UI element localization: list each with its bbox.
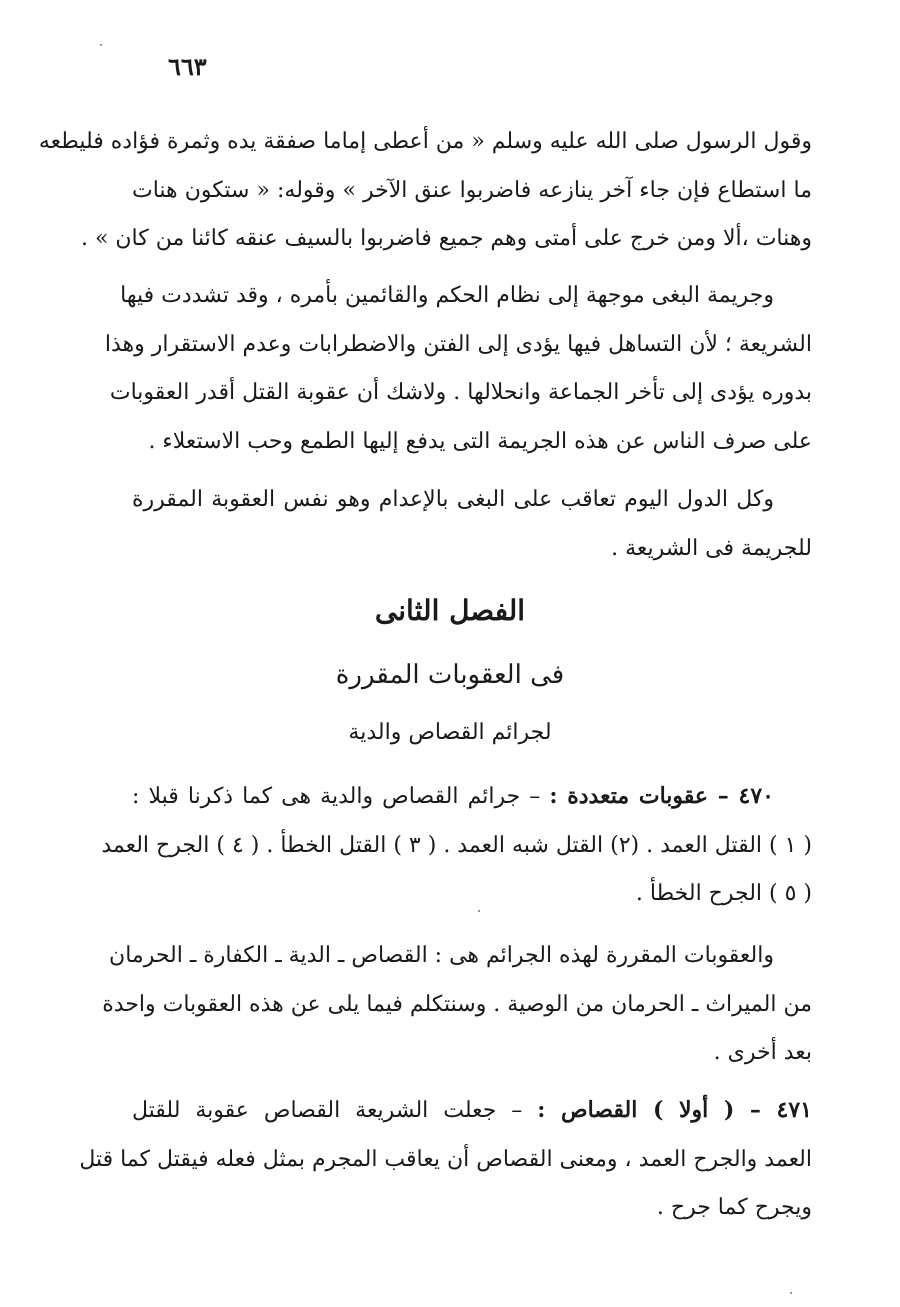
scan-speck — [478, 910, 480, 912]
text-line: العمد والجرح العمد ، ومعنى القصاص أن يعاقب المجرم بمثل فعله فيقتل كما قتل — [79, 1146, 812, 1172]
text-line: وكل الدول اليوم تعاقب على البغى بالإعدام وهو نفس العقوبة المقررة — [132, 487, 774, 512]
paragraph-2 — [104, 272, 812, 466]
scan-speck — [100, 44, 102, 46]
text-line: وجريمة البغى موجهة إلى نظام الحكم والقائمين بأمره ، وقد تشددت فيها — [120, 283, 774, 308]
text-run: – جرائم القصاص والدية هى كما ذكرنا قبلا : — [132, 784, 550, 809]
paragraph-471 — [79, 1086, 812, 1233]
scan-speck — [790, 1292, 792, 1294]
chapter-title: الفصل الثانى — [374, 594, 526, 627]
text-line: الشريعة ؛ لأن التساهل فيها يؤدى إلى الفتن والاضطرابات وعدم الاستقرار وهذا — [104, 331, 812, 357]
article-number: ٤٧٠ – عقوبات متعددة : — [549, 783, 774, 809]
text-line: من الميراث ـ الحرمان من الوصية . وسنتكلم فيما يلى عن هذه العقوبات واحدة — [102, 991, 812, 1017]
text-line: ويجرح كما جرح . — [656, 1195, 812, 1220]
text-line: للجريمة فى الشريعة . — [611, 535, 812, 561]
chapter-subtitle: فى العقوبات المقررة — [335, 660, 565, 690]
text-line: ما استطاع فإن جاء آخر ينازعه فاضربوا عنق الآخر » وقوله: « ستكون هنات — [132, 177, 812, 203]
text-line — [132, 772, 812, 822]
text-line: على صرف الناس عن هذه الجريمة التى يدفع إليها الطمع وحب الاستعلاء . — [148, 428, 812, 454]
text-line: وقول الرسول صلى الله عليه وسلم « من أعطى إماما صفقة يده وثمرة فؤاده فليطعه — [38, 129, 812, 154]
paragraph-1 — [38, 118, 812, 264]
text-line: والعقوبات المقررة لهذه الجرائم هى : القصاص ـ الدية ـ الكفارة ـ الحرمان — [109, 943, 774, 968]
paragraph-470 — [101, 772, 812, 919]
text-line: بدوره يؤدى إلى تأخر الجماعة وانحلالها . ولاشك أن عقوبة القتل أقدر العقوبات — [109, 380, 812, 405]
page-number: ٦٦٣ — [168, 52, 207, 81]
text-run: – جعلت الشريعة القصاص عقوبة للقتل — [132, 1098, 538, 1123]
article-number: ٤٧١ – ( أولا ) القصاص : — [537, 1097, 812, 1123]
paragraph-3 — [132, 476, 812, 573]
text-line — [132, 1086, 812, 1136]
text-line: بعد أخرى . — [713, 1040, 812, 1065]
text-line: ( ١ ) القتل العمد . (٢) القتل شبه العمد . ( ٣ ) القتل الخطأ . ( ٤ ) الجرح العمد — [101, 832, 812, 858]
text-line: وهنات ،ألا ومن خرج على أمتى وهم جميع فاضربوا بالسيف عنقه كائنا من كان » . — [80, 226, 812, 251]
paragraph-5 — [102, 932, 812, 1078]
section-title: لجرائم القصاص والدية — [348, 720, 552, 745]
text-line: ( ٥ ) الجرح الخطأ . — [635, 881, 812, 906]
